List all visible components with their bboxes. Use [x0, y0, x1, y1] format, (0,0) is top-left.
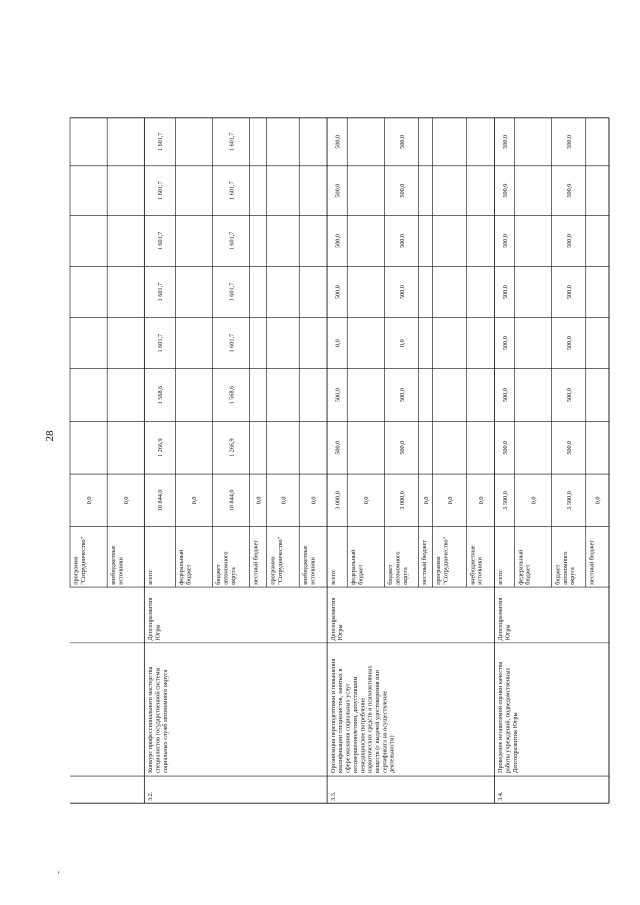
- cell-c3-row-10: 3 000,0: [398, 491, 406, 510]
- cell-c4-row-10: 500,0: [398, 440, 406, 455]
- block-number-1: 3.3.: [329, 791, 337, 801]
- row-label-3: федеральныйбюджет: [178, 549, 193, 585]
- cell-c9-row-16: 500,0: [566, 183, 574, 198]
- row-label-7: внебюджетныеисточники: [301, 545, 317, 585]
- cell-c3-row-6: 0,0: [280, 496, 288, 505]
- block-executor-0: ДепсоцразвитияЮгры: [147, 597, 162, 641]
- cell-c3-row-3: 0,0: [191, 496, 199, 505]
- cell-c4-row-4: 1 266,9: [228, 438, 236, 458]
- cell-c5-row-8: 500,0: [334, 388, 342, 403]
- cell-c7-row-2: 1 601,7: [157, 282, 165, 302]
- row-label-5: местный бюджет: [252, 539, 260, 585]
- cell-c9-row-10: 500,0: [398, 183, 406, 198]
- block-title-2: Проведение независимой оценки качестваработы учреждений, подведомственныхДепсоцразвития Югры: [497, 661, 519, 773]
- cell-c6-row-10: 0,0: [398, 339, 406, 348]
- cell-c3-row-15: 0,0: [530, 496, 538, 505]
- cell-c8-row-14: 500,0: [501, 233, 509, 248]
- row-label-13: внебюджетныеисточники: [469, 545, 484, 585]
- block-executor-1: ДепсоцразвитияЮгры: [329, 597, 345, 641]
- cell-c3-row-9: 0,0: [363, 496, 371, 505]
- cell-c4-row-8: 500,0: [334, 440, 342, 455]
- cell-c10-row-8: 500,0: [334, 134, 342, 149]
- cell-c7-row-16: 500,0: [566, 285, 574, 300]
- cell-c3-row-2: 10 844,0: [157, 489, 165, 512]
- row-label-6: программа"Сотрудничество": [269, 536, 284, 585]
- cell-c7-row-4: 1 601,7: [228, 282, 236, 302]
- block-number-0: 3.2.: [147, 791, 155, 801]
- cell-c7-row-10: 500,0: [398, 285, 406, 300]
- page-number: 28: [44, 430, 56, 442]
- row-label-2: всего:: [147, 569, 155, 585]
- cell-c6-row-4: 1 601,7: [228, 333, 236, 353]
- cell-c8-row-8: 500,0: [334, 233, 342, 248]
- cell-c8-row-10: 500,0: [398, 233, 406, 248]
- cell-c3-row-4: 10 844,0: [228, 489, 236, 512]
- cell-c4-row-16: 500,0: [566, 440, 574, 455]
- cell-c9-row-2: 1 601,7: [157, 181, 165, 200]
- block-number-2: 3.4.: [497, 791, 505, 801]
- row-label-11: местный бюджет: [421, 539, 429, 585]
- row-label-17: местный бюджет: [588, 539, 596, 585]
- cell-c5-row-16: 500,0: [566, 388, 574, 403]
- cell-c10-row-2: 1 601,7: [157, 132, 165, 152]
- cell-c6-row-2: 1 601,7: [157, 333, 165, 353]
- cell-c3-row-12: 0,0: [446, 496, 454, 505]
- cell-c8-row-2: 1 601,7: [157, 231, 165, 251]
- cell-c3-row-1: 0,0: [123, 496, 131, 505]
- cell-c7-row-8: 500,0: [334, 285, 342, 300]
- cell-c3-row-7: 0,0: [310, 496, 318, 505]
- cell-c6-row-16: 500,0: [566, 336, 574, 351]
- table-text: [73, 133, 602, 801]
- cell-c5-row-14: 500,0: [501, 388, 509, 403]
- row-label-4: бюджетавтономногоокруга: [215, 551, 237, 585]
- cell-c5-row-4: 1 568,6: [228, 385, 236, 405]
- cell-c9-row-14: 500,0: [501, 183, 509, 198]
- rotated-budget-table: [70, 18, 609, 903]
- cell-c9-row-8: 500,0: [334, 183, 342, 198]
- cell-c8-row-4: 1 601,7: [228, 231, 236, 251]
- cell-c3-row-17: 0,0: [594, 496, 602, 505]
- edge-mark: ': [58, 870, 60, 880]
- cell-c5-row-10: 500,0: [398, 388, 406, 403]
- cell-c4-row-14: 500,0: [501, 440, 509, 455]
- block-executor-2: ДепсоцразвитияЮгры: [497, 597, 512, 641]
- row-label-14: всего:: [497, 569, 505, 585]
- row-label-9: федеральныйбюджет: [349, 549, 365, 585]
- cell-c3-row-16: 3 500,0: [566, 491, 574, 510]
- cell-c8-row-16: 500,0: [566, 233, 574, 248]
- cell-c6-row-14: 500,0: [501, 336, 509, 351]
- row-label-12: программа"Сотрудничество": [435, 536, 450, 585]
- cell-c3-row-13: 0,0: [477, 496, 485, 505]
- cell-c3-row-5: 0,0: [255, 496, 263, 505]
- row-label-0: программа"Сотрудничество": [72, 536, 88, 585]
- cell-c5-row-2: 1 568,6: [157, 385, 165, 405]
- cell-c3-row-0: 0,0: [85, 496, 93, 505]
- budget-table: [70, 18, 609, 903]
- row-label-16: бюджетавтономногоокруга: [554, 551, 577, 585]
- cell-c10-row-14: 500,0: [501, 134, 509, 149]
- cell-c9-row-4: 1 601,7: [228, 181, 236, 200]
- row-label-8: всего:: [329, 569, 337, 585]
- cell-c4-row-2: 1 266,9: [157, 438, 165, 458]
- cell-c6-row-8: 0,0: [334, 339, 342, 348]
- block-title-0: Конкурс профессионального мастерстваспециалистов государственной системысоциальных служб автономного округа: [147, 666, 169, 773]
- cell-c10-row-16: 500,0: [566, 134, 574, 149]
- cell-c3-row-8: 3 000,0: [334, 491, 342, 510]
- cell-c10-row-10: 500,0: [398, 134, 406, 149]
- row-label-1: внебюджетныеисточники: [109, 545, 125, 585]
- block-title-1: Организация переподготовки и повышенияквалификации специалистов, занятых всфере оказания социальных услугнесовершеннолетним, допустившимнемедицинское потреблениенаркотических средств и психоактивныхвеществ (с выдачей удостоверения илисертификата на осуществлениедеятельности): [329, 658, 396, 773]
- row-label-15: федеральныйбюджет: [517, 549, 532, 585]
- cell-c3-row-14: 3 500,0: [501, 491, 509, 510]
- cell-c7-row-14: 500,0: [501, 285, 509, 300]
- row-label-10: бюджетавтономногоокруга: [387, 551, 409, 585]
- cell-c3-row-11: 0,0: [422, 496, 430, 505]
- cell-c10-row-4: 1 601,7: [228, 132, 236, 152]
